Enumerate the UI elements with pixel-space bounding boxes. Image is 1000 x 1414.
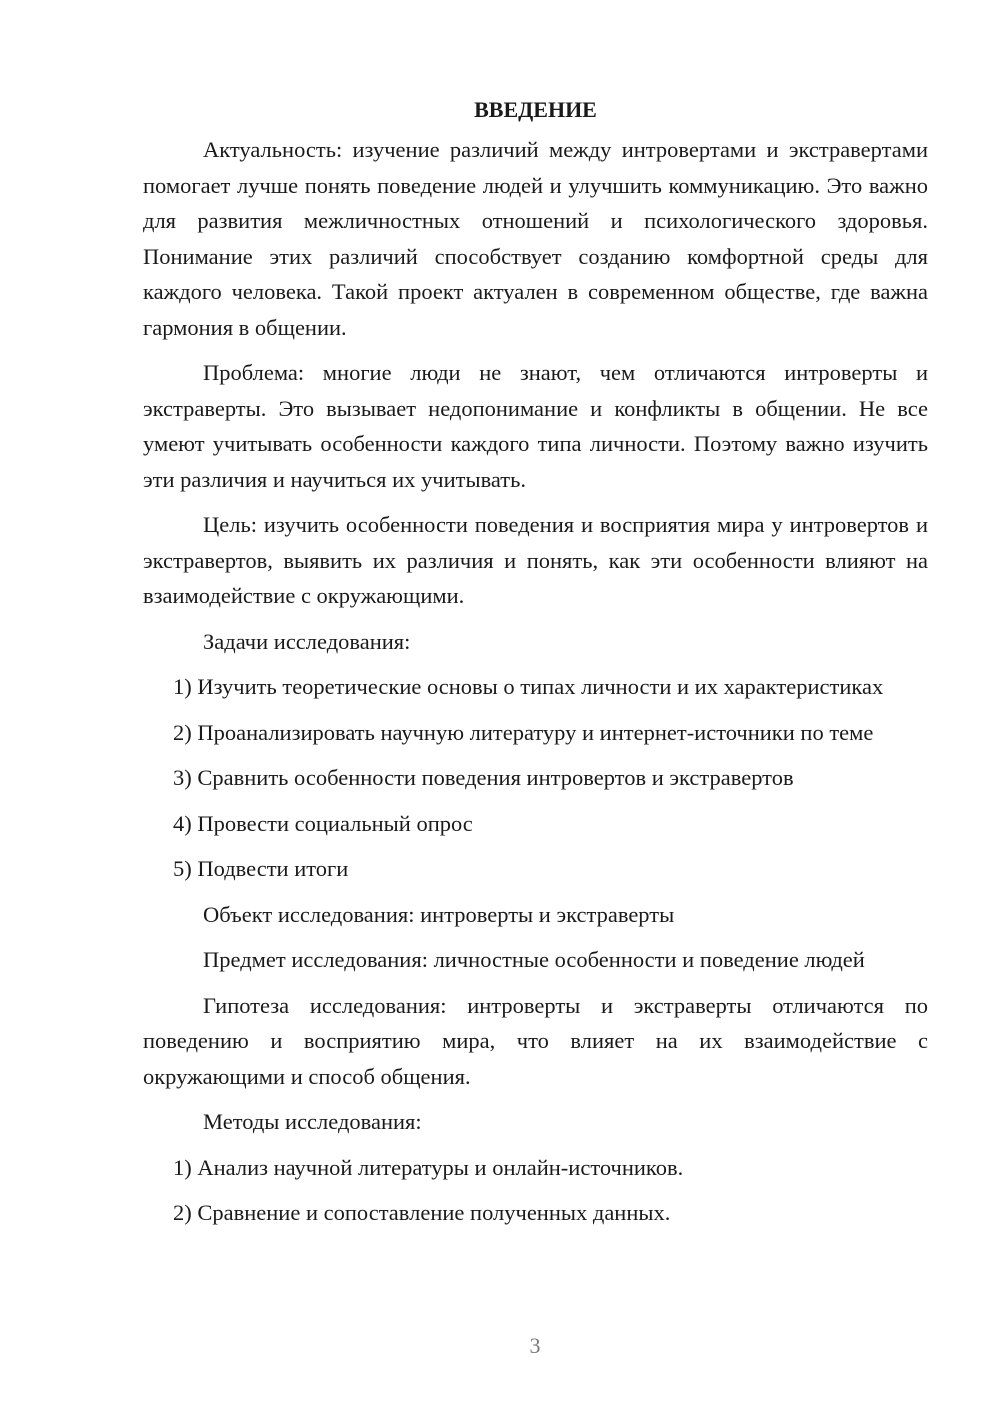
- method-item-1: 1) Анализ научной литературы и онлайн-источников.: [173, 1154, 684, 1180]
- task-item-4: 4) Провести социальный опрос: [173, 810, 473, 836]
- page-content: [143, 92, 928, 1241]
- page-number: 3: [529, 1333, 541, 1358]
- task-item-5: 5) Подвести итоги: [173, 856, 349, 881]
- paragraph-goal: Цель: изучить особенности поведения и восприятия мира у интровертов и экстравертов, выявить их различия и понять, как эти особенности влияют на взаимодействие с окружающими.: [143, 512, 928, 608]
- methods-heading: Методы исследования:: [203, 1109, 422, 1134]
- tasks-heading: Задачи исследования:: [203, 628, 411, 654]
- paragraph-hypothesis: Гипотеза исследования: интроверты и экстраверты отличаются по поведению и восприятию мира, что влияет на их взаимодействие с окружающими и способ общения.: [143, 992, 928, 1089]
- task-item-2: 2) Проанализировать научную литературу и интернет-источники по теме: [173, 719, 874, 745]
- paragraph-object: Объект исследования: интроверты и экстраверты: [203, 901, 675, 927]
- method-item-2: 2) Сравнение и сопоставление полученных данных.: [173, 1200, 671, 1225]
- task-item-3: 3) Сравнить особенности поведения интровертов и экстравертов: [173, 765, 794, 790]
- paragraph-problem: Проблема: многие люди не знают, чем отличаются интроверты и экстраверты. Это вызывает недопонимание и конфликты в общении. Не все умеют учитывать особенности каждого типа личности. Поэтому важно изучить эти различия и научиться их учитывать.: [143, 360, 928, 492]
- task-item-1: 1) Изучить теоретические основы о типах личности и их характеристиках: [173, 674, 884, 699]
- paragraph-relevance: Актуальность: изучение различий между интровертами и экстравертами помогает лучше понять поведение людей и улучшить коммуникацию. Это важно для развития межличностных отношений и психологического здоровья. Понимание этих различий способствует созданию комфортной среды для каждого человека. Такой проект актуален в современном обществе, где важна гармония в общении.: [143, 137, 928, 340]
- page-title: ВВЕДЕНИЕ: [474, 97, 597, 122]
- paragraph-subject: Предмет исследования: личностные особенности и поведение людей: [203, 947, 865, 972]
